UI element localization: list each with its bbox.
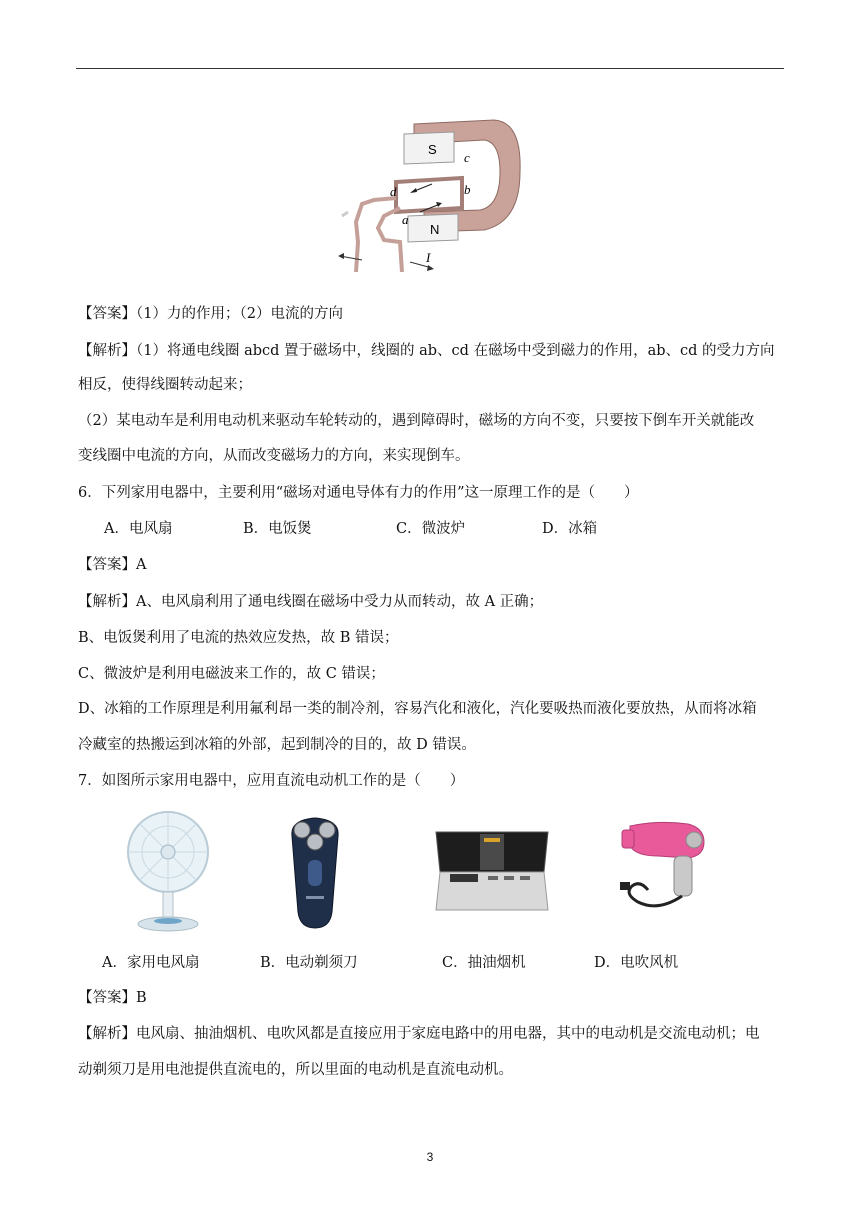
label-N: N [430,222,440,237]
q7-stem: 7．如图所示家用电器中，应用直流电动机工作的是（ ） [78,773,465,789]
q7-option-a: A．家用电风扇 [102,955,200,971]
q6-option-b: B．电饭煲 [243,521,312,537]
page-number: 3 [426,1150,434,1164]
q6-stem: 6．下列家用电器中，主要利用“磁场对通电导体有力的作用”这一原理工作的是（ ） [78,485,639,501]
header-rule [76,68,784,69]
q5-analysis-line: 【解析】（1）将通电线圈 abcd 置于磁场中，线圈的 ab、cd 在磁场中受到磁力的作用，ab、cd 的受力方向 [78,343,775,359]
motor-diagram [334,112,524,288]
label-a: a [402,212,409,227]
q7-analysis-line: 动剃须刀是用电池提供直流电的，所以里面的电动机是直流电动机。 [78,1062,513,1078]
q6-option-d: D．冰箱 [542,521,598,537]
q5-analysis-line: （2）某电动车是利用电动机来驱动车轮转动的，遇到障碍时，磁场的方向不变，只要按下倒车开关就能改 [78,413,755,429]
electric-shaver-image [282,812,348,932]
label-b: b [464,182,471,197]
q7-analysis-line: 【解析】电风扇、抽油烟机、电吹风都是直接应用于家庭电路中的用电器，其中的电动机是交流电动机；电 [78,1026,760,1042]
q6-analysis-line: D、冰箱的工作原理是利用氟利昂一类的制冷剂，容易汽化和液化，汽化要吸热而液化要放热，从而将冰箱 [78,701,757,717]
q6-analysis-line: C、微波炉是利用电磁波来工作的，故 C 错误； [78,666,385,682]
q6-option-c: C．微波炉 [396,521,466,537]
q5-answer: 【答案】（1）力的作用；（2）电流的方向 [78,306,343,322]
label-d: d [390,184,397,199]
q7-option-c: C．抽油烟机 [442,955,526,971]
label-I: I [426,250,431,265]
q6-answer: 【答案】A [78,557,147,573]
q6-option-a: A．电风扇 [104,521,173,537]
q7-answer: 【答案】B [78,990,147,1006]
q6-analysis-line: 【解析】A、电风扇利用了通电线圈在磁场中受力从而转动，故 A 正确； [78,594,544,610]
q5-analysis-line: 变线圈中电流的方向，从而改变磁场力的方向，来实现倒车。 [78,448,470,464]
q7-option-b: B．电动剃须刀 [260,955,358,971]
q5-analysis-line: 相反，使得线圈转动起来； [78,377,252,393]
label-S: S [428,142,437,157]
electric-fan-image [126,806,210,934]
q7-option-d: D．电吹风机 [594,955,679,971]
label-c: c [464,150,470,165]
hair-dryer-image [618,816,714,920]
range-hood-image [430,824,554,916]
q6-analysis-line: B、电饭煲利用了电流的热效应发热，故 B 错误； [78,630,399,646]
q6-analysis-line: 冷藏室的热搬运到冰箱的外部，起到制冷的目的，故 D 错误。 [78,737,476,753]
